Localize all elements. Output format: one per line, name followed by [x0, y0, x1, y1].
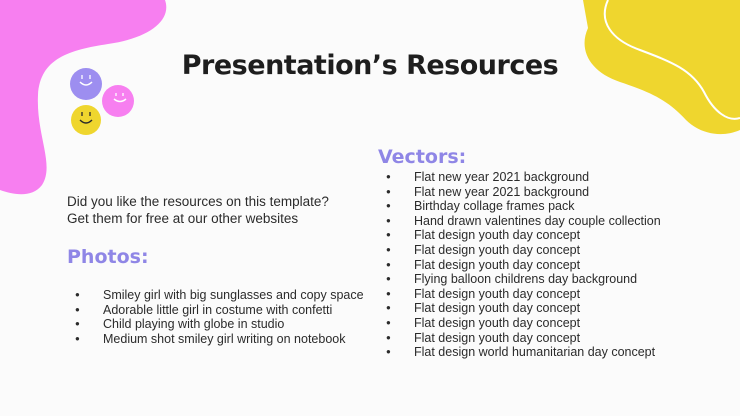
vector-item[interactable]: ● Flat new year 2021 background [378, 170, 718, 185]
vectors-heading: Vectors: [378, 146, 467, 168]
vector-item[interactable]: ● Flat design youth day concept [378, 258, 718, 273]
photos-list [67, 288, 367, 346]
vectors-list [378, 170, 718, 360]
vector-item[interactable]: ● Flat design youth day concept [378, 228, 718, 243]
vector-item[interactable]: ● Flat new year 2021 background [378, 185, 718, 200]
pink-smiley-face-icon [102, 85, 134, 117]
photos-heading: Photos: [67, 246, 149, 268]
vector-item[interactable]: ● Birthday collage frames pack [378, 199, 718, 214]
vector-item[interactable]: ● Flat design youth day concept [378, 331, 718, 346]
yellow-smiley-face-icon [71, 105, 101, 135]
page-title: Presentation’s Resources [181, 50, 559, 81]
photo-item[interactable]: ● Adorable little girl in costume with confetti [67, 303, 367, 318]
vector-item[interactable]: ● Flat design world humanitarian day concept [378, 345, 718, 360]
intro-line-2: Get them for free at our other websites [67, 211, 299, 226]
intro-text [67, 193, 329, 227]
vector-item[interactable]: ● Hand drawn valentines day couple collection [378, 214, 718, 229]
vector-item[interactable]: ● Flying balloon childrens day background [378, 272, 718, 287]
photo-item[interactable]: ● Medium shot smiley girl writing on notebook [67, 332, 367, 347]
photo-item[interactable]: ● Smiley girl with big sunglasses and copy space [67, 288, 367, 303]
vector-item[interactable]: ● Flat design youth day concept [378, 243, 718, 258]
vector-item[interactable]: ● Flat design youth day concept [378, 287, 718, 302]
vector-item[interactable]: ● Flat design youth day concept [378, 316, 718, 331]
vector-item[interactable]: ● Flat design youth day concept [378, 301, 718, 316]
intro-line-1: Did you like the resources on this template? [67, 194, 329, 209]
photo-item[interactable]: ● Child playing with globe in studio [67, 317, 367, 332]
